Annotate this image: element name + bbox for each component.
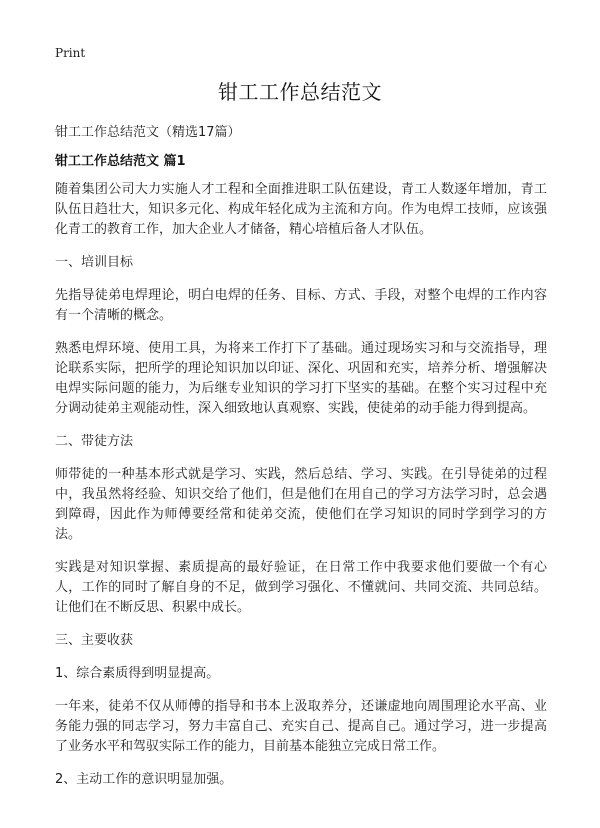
subsection-heading: 二、带徒方法 [55,434,134,449]
document-subtitle: 钳工工作总结范文（精选17篇） [55,125,241,140]
body-paragraph: 先指导徒弟电焊理论，明白电焊的任务、目标、方式、手段，对整个电焊的工作内容有一个清晰的概念。 [55,288,547,323]
body-paragraph: 熟悉电焊环境、使用工具，为将来工作打下了基础。通过现场实习和与交流指导，理论联系实际，把所学的理论知识加以印证、深化、巩固和充实，培养分析、增强解决电焊实际问题的能力，为后继专业知识的学习打下坚实的基础。在整个实习过程中充分调动徒弟主观能动性，深入细致地认真观察、实践，使徒弟的动手能力得到提高。 [55,341,547,416]
body-paragraph: 随着集团公司大力实施人才工程和全面推进职工队伍建设，青工人数逐年增加，青工队伍日趋壮大，知识多元化、构成年轻化成为主流和方向。作为电焊工技师，应该强化青工的教育工作，加大企业人才储备，精心培植后备人才队伍。 [55,182,547,237]
print-link[interactable]: Print [55,46,86,60]
document-body [55,180,547,803]
page-title: 钳工工作总结范文 [218,80,382,104]
body-paragraph: 2、主动工作的意识明显加强。 [55,772,233,787]
body-paragraph: 实践是对知识掌握、素质提高的最好验证，在日常工作中我要求他们要做一个有心人，工作的同时了解自身的不足，做到学习强化、不懂就问、共同交流、共同总结。让他们在不断反思、积累中成长。 [55,560,547,615]
body-paragraph: 1、综合素质得到明显提高。 [55,666,220,681]
subsection-heading: 一、培训目标 [55,255,134,270]
subsection-heading: 三、主要收获 [55,633,134,648]
section-heading: 钳工工作总结范文 篇1 [55,154,186,169]
body-paragraph: 一年来，徒弟不仅从师傅的指导和书本上汲取养分，还谦虚地向周围理论水平高、业务能力强的同志学习，努力丰富自己、充实自己、提高自己。通过学习，进一步提高了业务水平和驾驭实际工作的能力，目前基本能独立完成日常工作。 [55,699,547,754]
body-paragraph: 师带徒的一种基本形式就是学习、实践，然后总结、学习、实践。在引导徒弟的过程中，我虽然将经验、知识交给了他们，但是他们在用自己的学习方法学习时，总会遇到障碍，因此作为师傅要经常和徒弟交流，使他们在学习知识的同时学到学习的方法。 [55,467,547,542]
